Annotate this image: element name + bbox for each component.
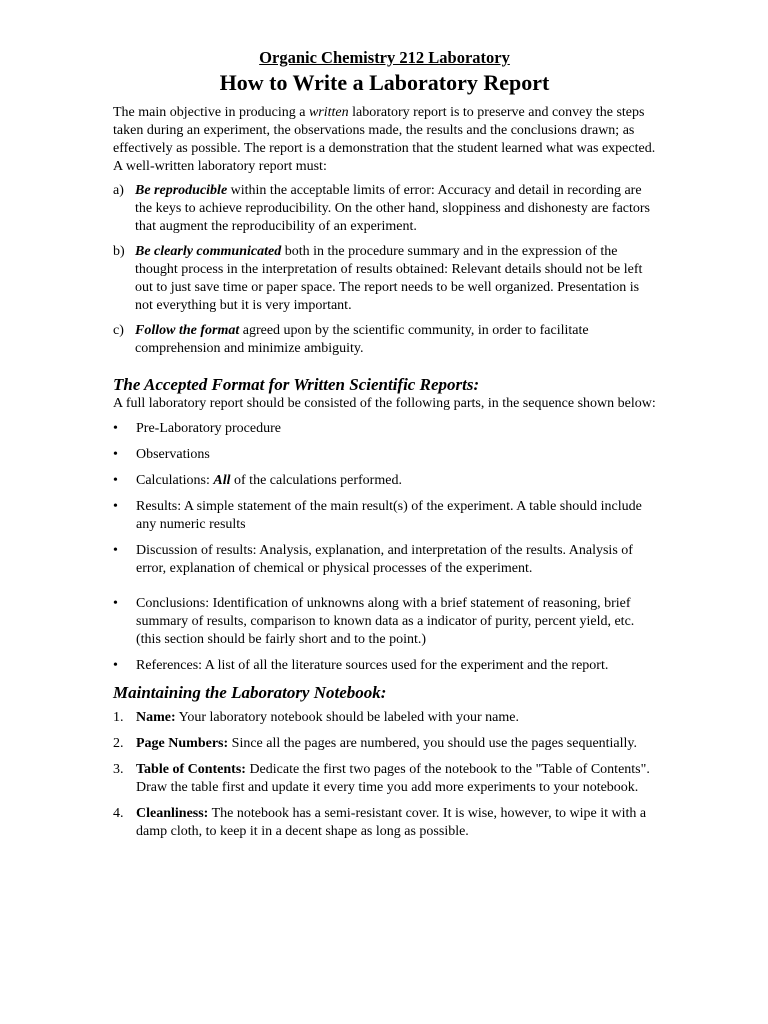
item-text: Since all the pages are numbered, you should use the pages sequentially. <box>228 736 638 751</box>
requirement-item <box>113 182 656 236</box>
notebook-section-heading: Maintaining the Laboratory Notebook: <box>113 683 387 702</box>
item-label: Name: <box>136 710 176 725</box>
item-text: The notebook has a semi-resistant cover. It is wise, however, to wipe it with a damp cloth, to keep it in a decent shape as long as possible. <box>136 806 647 839</box>
bullet-icon: • <box>113 658 118 673</box>
item-text: Results: A simple statement of the main result(s) of the experiment. A table should include any numeric results <box>136 499 642 532</box>
item-number: 2. <box>113 736 124 751</box>
bullet-icon: • <box>113 596 118 611</box>
requirement-item <box>113 322 656 358</box>
bullet-icon: • <box>113 447 118 462</box>
item-text: Dedicate the first two pages of the notebook to the "Table of Contents". Draw the table first and update it every time you add more experiments to your notebook. <box>136 762 650 795</box>
requirement-marker: a) <box>113 183 124 198</box>
list-item <box>113 735 656 753</box>
bullet-icon: • <box>113 421 118 436</box>
item-text: Discussion of results: Analysis, explanation, and interpretation of the results. Analysis of error, explanation of chemical or physical processes of the experiment. <box>136 543 633 576</box>
item-emphasis: All <box>213 473 231 488</box>
requirement-marker: b) <box>113 244 125 259</box>
report-parts-list <box>113 420 656 675</box>
requirement-emphasis: Follow the format <box>135 323 240 338</box>
item-label: Cleanliness: <box>136 806 209 821</box>
item-text: Conclusions: Identification of unknowns along with a brief statement of reasoning, brief summary of results, comparison to known data as a indicator of purity, percent yield, etc. (this section should be fairly short and to the point.) <box>136 596 635 647</box>
item-text: Observations <box>136 447 210 462</box>
requirements-list <box>113 182 656 358</box>
list-item <box>113 657 656 675</box>
list-item <box>113 472 656 490</box>
item-text-after: of the calculations performed. <box>230 473 402 488</box>
requirement-marker: c) <box>113 323 124 338</box>
course-title: Organic Chemistry 212 Laboratory <box>259 48 510 67</box>
item-text: References: A list of all the literature sources used for the experiment and the report. <box>136 658 609 673</box>
item-text: Calculations: <box>136 473 214 488</box>
requirement-emphasis: Be clearly communicated <box>135 244 282 259</box>
list-item <box>113 498 656 534</box>
item-number: 3. <box>113 762 124 777</box>
page-title: How to Write a Laboratory Report <box>219 70 550 95</box>
item-number: 4. <box>113 806 124 821</box>
item-number: 1. <box>113 710 124 725</box>
bullet-icon: • <box>113 543 118 558</box>
list-item <box>113 805 656 841</box>
intro-italic-word: written <box>308 105 349 120</box>
requirement-item <box>113 243 656 315</box>
list-item <box>113 446 656 464</box>
intro-text-before: The main objective in producing a <box>113 105 309 120</box>
list-item <box>113 761 656 797</box>
notebook-list <box>113 709 656 841</box>
requirement-text: both in the procedure summary and in the expression of the thought process in the interpretation of results obtained: Relevant details should not be left out to just save time or paper space. The report needs to be well organized. Presentation is not everything but it is very important. <box>135 244 643 313</box>
list-item <box>113 595 656 649</box>
list-item <box>113 709 656 727</box>
requirement-emphasis: Be reproducible <box>135 183 228 198</box>
bullet-icon: • <box>113 473 118 488</box>
format-section-heading: The Accepted Format for Written Scientific Reports: <box>113 375 480 394</box>
item-text: Your laboratory notebook should be labeled with your name. <box>175 710 519 725</box>
format-intro: A full laboratory report should be consisted of the following parts, in the sequence shown below: <box>113 396 656 411</box>
requirement-text: within the acceptable limits of error: Accuracy and detail in recording are the keys to achieve reproducibility. On the other hand, sloppiness and dishonesty are factors that augment the reproducibility of an experiment. <box>135 183 651 234</box>
intro-text-after: laboratory report is to preserve and convey the steps taken during an experiment, the observations made, the results and the conclusions drawn; as effectively as possible. The report is a demonstration that the student learned what was expected. A well-written laboratory report must: <box>113 105 656 174</box>
intro-paragraph <box>113 104 656 176</box>
requirement-text: agreed upon by the scientific community, in order to facilitate comprehension and minimize ambiguity. <box>135 323 589 356</box>
item-label: Table of Contents: <box>136 762 246 777</box>
bullet-icon: • <box>113 499 118 514</box>
list-item <box>113 420 656 438</box>
item-label: Page Numbers: <box>136 736 229 751</box>
list-item <box>113 542 656 578</box>
item-text: Pre-Laboratory procedure <box>136 421 281 436</box>
